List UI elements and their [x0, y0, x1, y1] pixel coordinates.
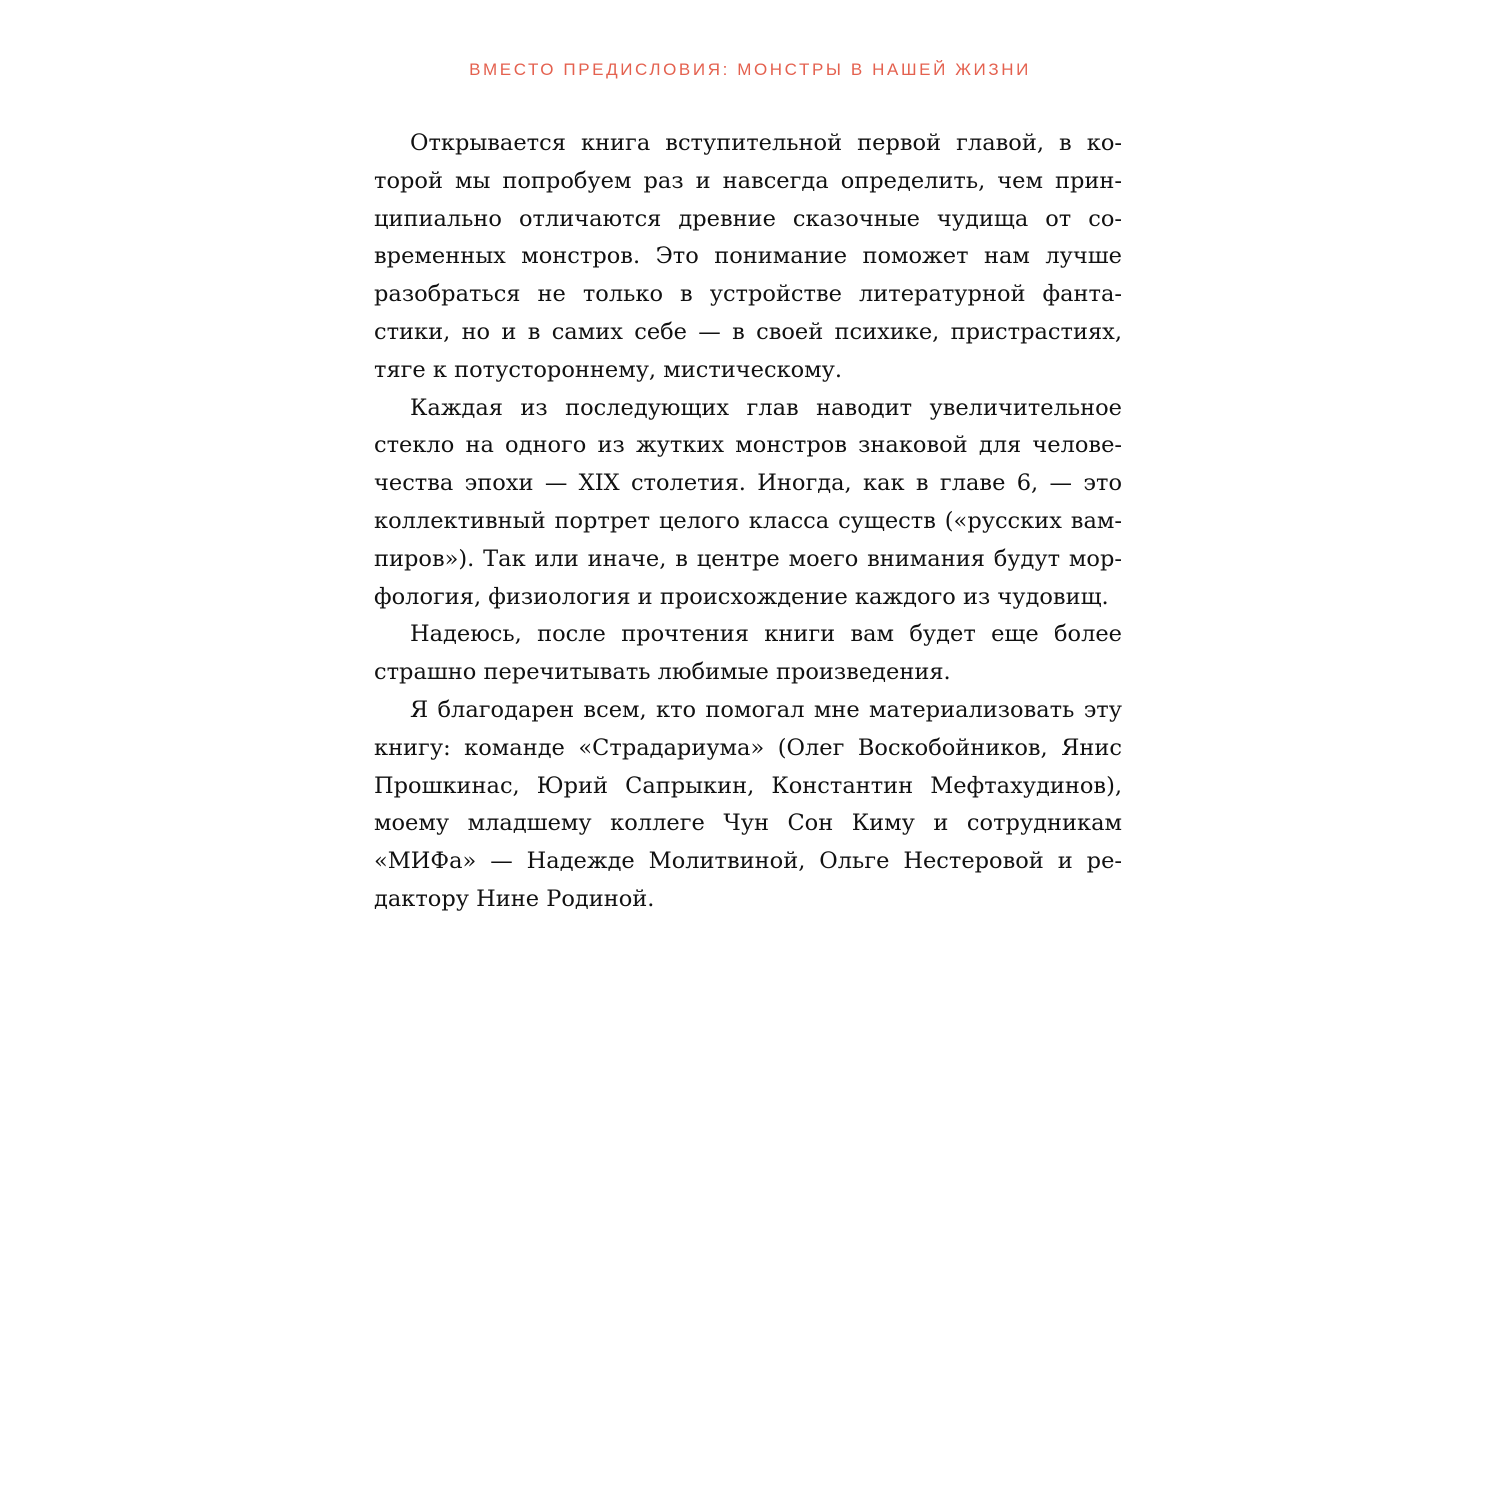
text-line: коллективный портрет целого класса существ («русских вам-	[374, 507, 1122, 534]
text-line: временных монстров. Это понимание поможет нам лучше	[374, 243, 1122, 270]
paragraph-4	[374, 692, 1122, 919]
text-line: чества эпохи — XIX столетия. Иногда, как в главе 6, — это	[374, 470, 1122, 497]
text-line: Каждая из последующих глав наводит увеличительное	[410, 394, 1122, 421]
paragraph-3	[374, 616, 1122, 692]
body-text	[374, 125, 1122, 919]
text-line: моему младшему коллеге Чун Сон Киму и сотрудникам	[374, 810, 1122, 837]
text-line: Открывается книга вступительной первой главой, в ко-	[410, 130, 1122, 156]
text-line: разобраться не только в устройстве литературной фанта-	[374, 281, 1122, 308]
text-line: стекло на одного из жутких монстров знаковой для челове-	[374, 432, 1122, 459]
text-line: тяге к потустороннему, мистическому.	[374, 356, 843, 383]
text-line: страшно перечитывать любимые произведения.	[374, 659, 951, 686]
text-line: книгу: команде «Страдариума» (Олег Воскобойников, Янис	[374, 734, 1122, 761]
text-line: «МИФа» — Надежде Молитвиной, Ольге Нестеровой и ре-	[374, 848, 1122, 875]
paragraph-2	[374, 390, 1122, 617]
text-line: стики, но и в самих себе — в своей психике, пристрастиях,	[374, 318, 1122, 345]
text-line: ципиально отличаются древние сказочные чудища от со-	[374, 205, 1122, 232]
text-line: Прошкинас, Юрий Сапрыкин, Константин Мефтахудинов),	[374, 772, 1122, 799]
text-line: дактору Нине Родиной.	[374, 885, 655, 912]
text-line: фология, физиология и происхождение каждого из чудовищ.	[374, 583, 1109, 610]
text-line: пиров»). Так или иначе, в центре моего внимания будут мор-	[374, 545, 1122, 572]
text-line: торой мы попробуем раз и навсегда определить, чем прин-	[374, 167, 1122, 194]
text-line: Надеюсь, после прочтения книги вам будет еще более	[410, 621, 1122, 648]
text-line: Я благодарен всем, кто помогал мне материализовать эту	[410, 696, 1122, 723]
paragraph-1	[374, 125, 1122, 390]
running-head: ВМЕСТО ПРЕДИСЛОВИЯ: МОНСТРЫ В НАШЕЙ ЖИЗНИ	[469, 60, 1031, 79]
